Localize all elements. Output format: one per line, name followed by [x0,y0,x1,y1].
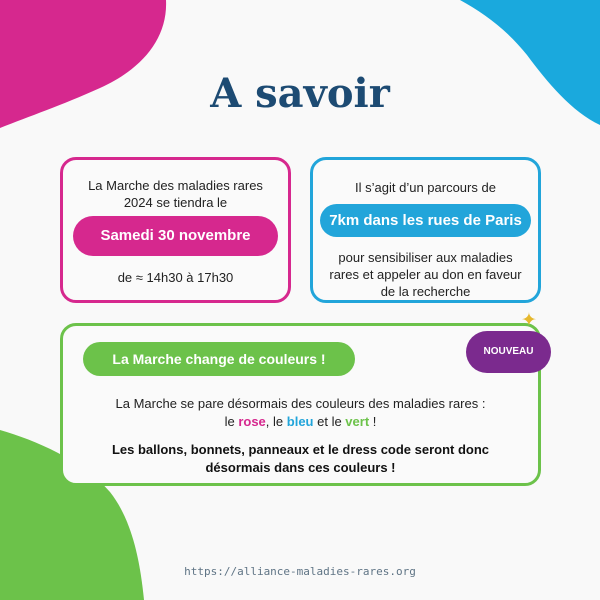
colors-heading-pill: La Marche change de couleurs ! [83,342,355,376]
route-intro: Il s’agit d’un parcours de [355,180,496,195]
route-pill: 7km dans les rues de Paris [320,204,531,237]
colors-bold-line1: Les ballons, bonnets, panneaux et le dress code seront donc [111,442,490,457]
date-intro-line1: La Marche des maladies rares [88,178,263,193]
word-sep1: , le [265,414,287,429]
date-card [60,157,291,303]
color-word-vert: vert [345,414,370,429]
word-sep2: et le [313,414,346,429]
color-word-bleu: bleu [286,414,314,429]
sparkle-icon: ✦ [521,310,537,331]
colors-line1: La Marche se pare désormais des couleurs des maladies rares : [115,396,486,411]
color-word-rose: rose [238,414,266,429]
date-intro-line2: 2024 se tiendra le [123,195,228,210]
colors-bold-line2: désormais dans ces couleurs ! [205,460,396,475]
colors-line2 [63,413,538,430]
time-range: de ≈ 14h30 à 17h30 [117,270,234,285]
route-card [310,157,541,303]
word-end: ! [369,414,377,429]
date-pill: Samedi 30 novembre [73,216,278,256]
route-desc-line2: rares et appeler au don en faveur [329,267,522,282]
route-desc-line1: pour sensibiliser aux maladies [338,250,513,265]
word-le: le [224,414,239,429]
page-title: A savoir [210,70,390,117]
footer-url: https://alliance-maladies-rares.org [184,565,416,578]
route-desc-line3: de la recherche [380,284,471,299]
nouveau-badge: NOUVEAU [466,331,551,373]
